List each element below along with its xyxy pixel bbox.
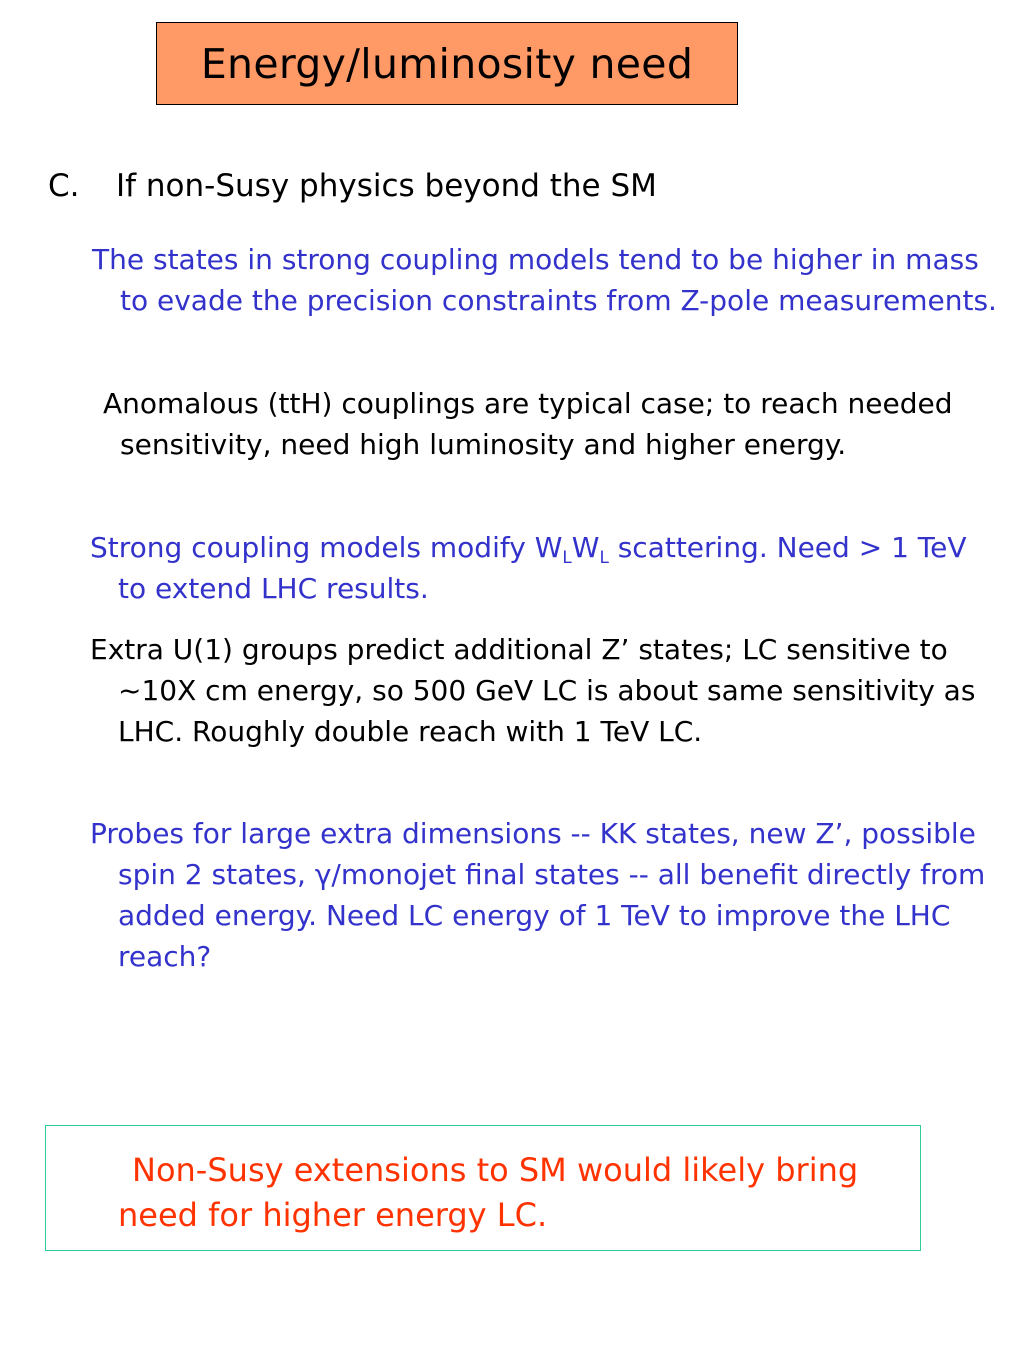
summary-box <box>45 1125 921 1251</box>
section-letter: C. <box>48 168 80 204</box>
paragraph-extra-u1-groups <box>90 629 1008 752</box>
paragraph-text: Strong coupling models modify W <box>90 531 563 564</box>
paragraph-text: scattering. Need > 1 TeV to extend LHC results. <box>118 531 967 605</box>
paragraph-strong-coupling-states <box>92 239 1000 321</box>
paragraph-text: Extra U(1) groups predict additional Z’ states; LC sensitive to ~10X cm energy, so 500 GeV LC is about same sensitivity as LHC. Roughly double reach with 1 TeV LC. <box>90 633 976 748</box>
paragraph-text: The states in strong coupling models tend to be higher in mass to evade the precision constraints from Z-pole measurements. <box>92 243 997 317</box>
section-heading-text: If non-Susy physics beyond the SM <box>116 168 657 204</box>
paragraph-anomalous-couplings <box>92 383 1000 465</box>
paragraph-wlwl-scattering <box>90 527 998 609</box>
paragraph-extra-dimensions <box>90 813 1013 977</box>
paragraph-text: Anomalous (ttH) couplings are typical case; to reach needed sensitivity, need high luminosity and higher energy. <box>103 387 953 461</box>
paragraph-text: W <box>571 531 600 564</box>
paragraph-text: Probes for large extra dimensions -- KK states, new Z’, possible spin 2 states, γ/monojet final states -- all benefit directly from added energy. Need LC energy of 1 TeV to improve the LHC reach? <box>90 817 986 973</box>
title-box <box>156 22 738 105</box>
section-heading <box>48 168 657 204</box>
summary-text: Non-Susy extensions to SM would likely bring need for higher energy LC. <box>118 1151 859 1234</box>
slide-title: Energy/luminosity need <box>200 39 694 88</box>
subscript-l: L <box>599 546 609 567</box>
subscript-l: L <box>562 546 572 567</box>
